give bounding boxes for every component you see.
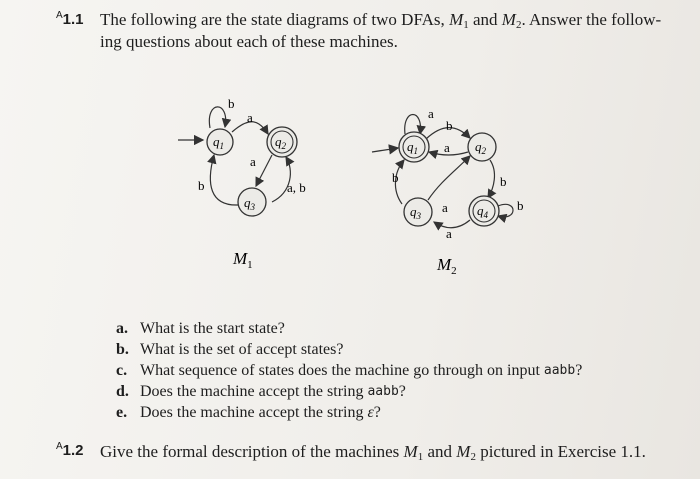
- question-c: c. What sequence of states does the machine go through on input aabb ?: [116, 362, 583, 379]
- m2-label-q4-q3: a: [446, 226, 452, 241]
- m2-label-q2-q1: a: [444, 140, 450, 155]
- m1-edge-q2-q3: [256, 155, 272, 186]
- m2-state-q3-label: $q_3$: [410, 204, 421, 221]
- exercise-number-1-1: $^A$1.1: [56, 10, 84, 28]
- dfa-m2: [372, 106, 524, 277]
- m2-label-q2-q4: b: [500, 174, 507, 189]
- m2-edge-q2-q4: [488, 160, 494, 198]
- question-e: e. Does the machine accept the string ε ?: [116, 404, 381, 421]
- exercise-1-1-text-line2: ing questions about each of these machines.: [100, 32, 398, 51]
- dfa-m1: [178, 96, 306, 271]
- m2-label-q1-loop: a: [428, 106, 434, 121]
- m2-state-q2-label: $q_2$: [475, 139, 486, 156]
- exercise-1-1-text-line1: The following are the state diagrams of two DFAs, $M_1$ and $M_2$. Answer the follow-: [100, 10, 662, 31]
- question-a: a. What is the start state?: [116, 320, 285, 337]
- m2-loop-q4: [498, 204, 513, 217]
- m1-label-q1-loop: b: [228, 96, 235, 111]
- m1-state-q3-label: $q_3$: [244, 195, 255, 212]
- m1-state-q2-label: $q_2$: [275, 134, 286, 151]
- m2-edge-q4-q3: [434, 220, 470, 228]
- question-list: [116, 318, 582, 423]
- m2-label-q3-q2: a: [442, 200, 448, 215]
- m1-loop-q1: [209, 107, 225, 128]
- m2-loop-q1: [405, 115, 421, 135]
- m2-state-q1-label: $q_1$: [407, 139, 418, 156]
- m2-label-q3-q1: b: [392, 170, 399, 185]
- m1-label-q3-q2: a, b: [287, 180, 306, 195]
- m1-caption: $M_1$: [233, 249, 253, 271]
- m2-start-arrow: [372, 148, 398, 152]
- m1-state-q1-label: $q_1$: [213, 134, 224, 151]
- m1-edge-q3-q1: [210, 155, 238, 205]
- question-b: b. What is the set of accept states?: [116, 341, 344, 358]
- m1-label-q3-q1: b: [198, 178, 205, 193]
- m1-label-q2-q3: a: [250, 154, 256, 169]
- m1-label-q1-q2: a: [247, 110, 253, 125]
- exercise-1-2-text: Give the formal description of the machines $M_1$ and $M_2$ pictured in Exercise 1.1.: [100, 442, 646, 463]
- m2-edge-q3-q2: [428, 156, 470, 200]
- m2-state-q4-label: $q_4$: [477, 203, 488, 220]
- m2-label-q4-loop: b: [517, 198, 524, 213]
- exercise-number-1-2: $^A$1.2: [56, 441, 84, 459]
- question-d: d. Does the machine accept the string aabb ?: [116, 383, 406, 400]
- m2-label-q1-q2: b: [446, 118, 453, 133]
- m2-caption: $M_2$: [437, 255, 457, 277]
